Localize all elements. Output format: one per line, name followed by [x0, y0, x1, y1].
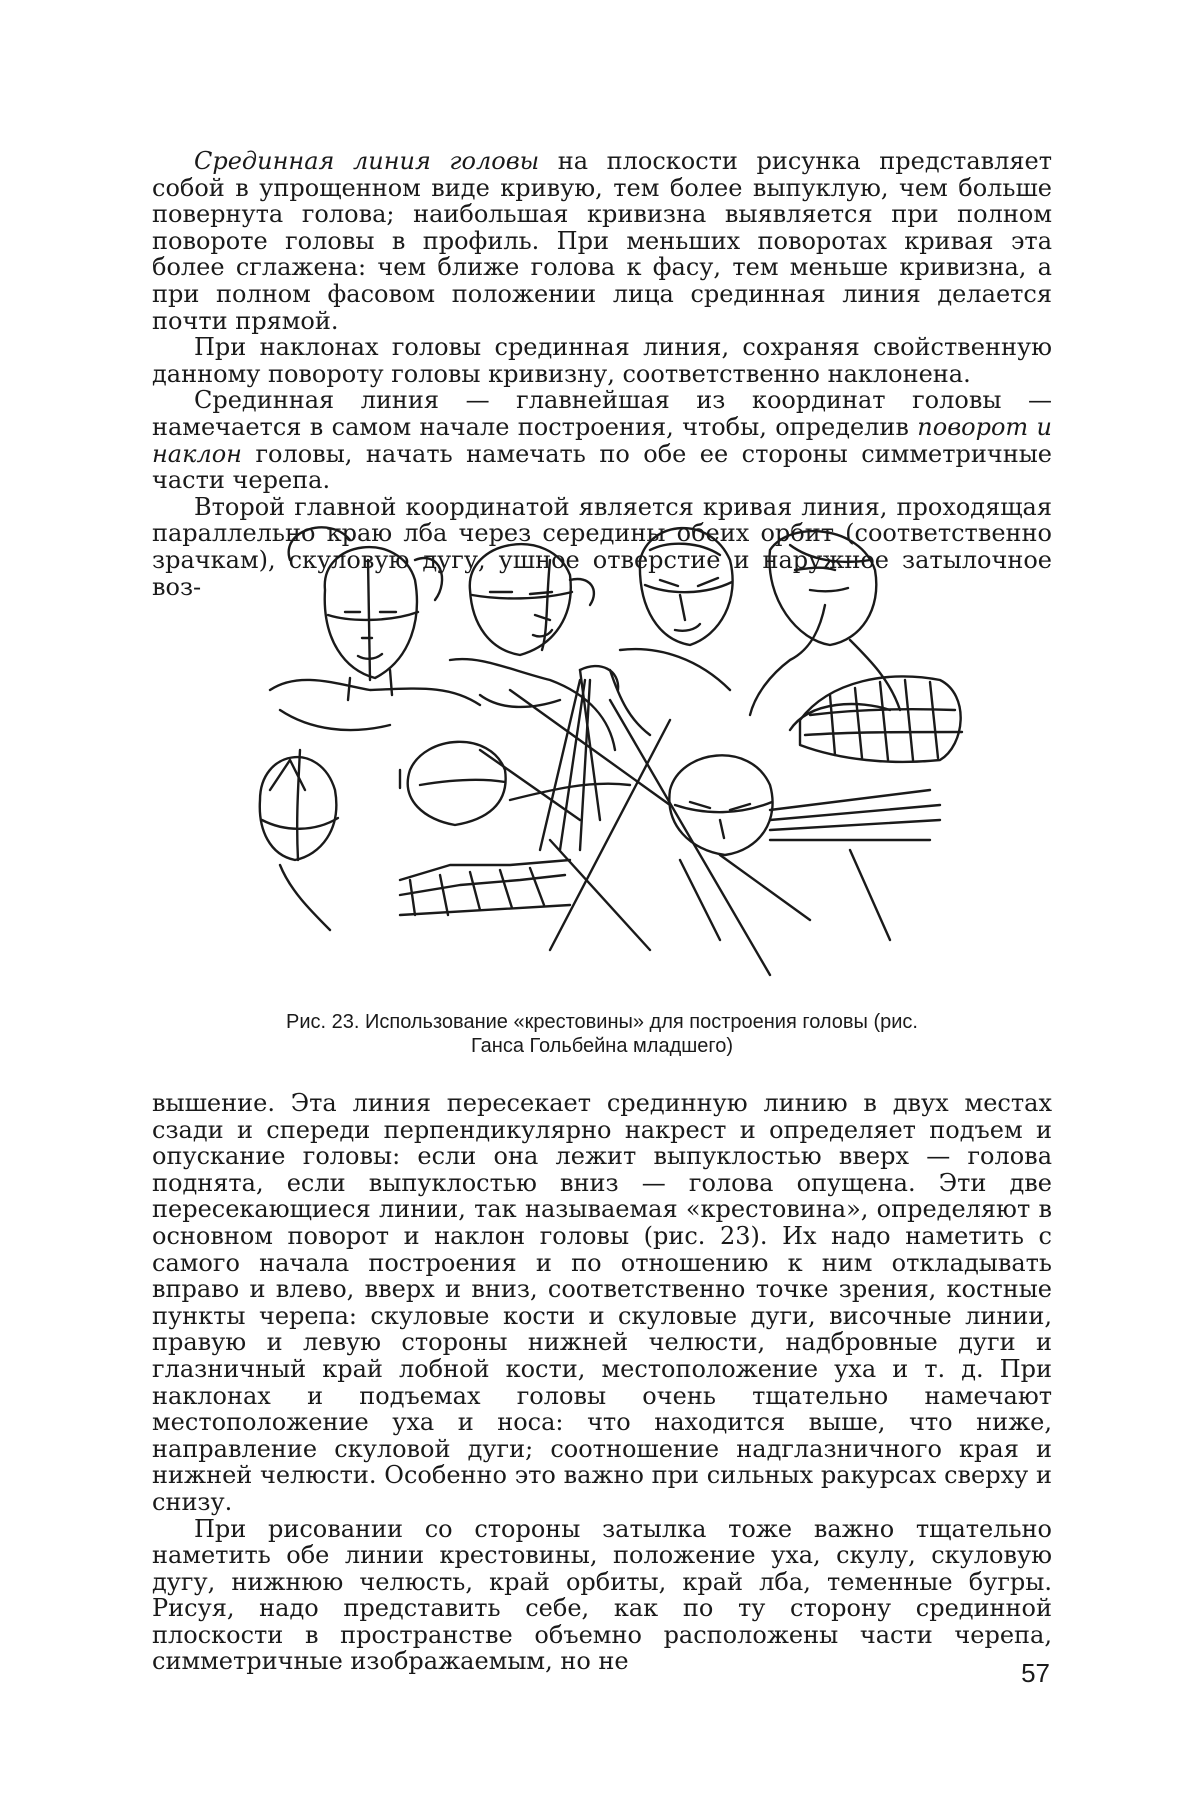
italic-term: Срединная линия головы: [194, 147, 540, 175]
sketch-crosshair-rays: [510, 670, 770, 975]
sketch-head-rear: [260, 750, 338, 930]
bottom-text-block: [152, 1090, 1052, 1675]
sketch-head-three-quarter: [450, 544, 618, 750]
caption-line-1: Рис. 23. Использование «крестовины» для построения головы (рис.: [286, 1011, 918, 1033]
sketch-head-frontal: [270, 527, 480, 790]
paragraph-4: Второй главной координатой является кривая линия, проходящая параллельно краю лба через середины обеих орбит (соответственно зрачкам), скуловую дугу, ушное отверстие и наружное затылочное воз-: [152, 492, 1052, 601]
figure-head-sketches: [250, 520, 970, 996]
sketch-head-tilted-up: [750, 531, 900, 715]
italic-term: поворот и наклон: [152, 412, 1052, 468]
caption-line-2: Ганса Гольбейна младшего): [470, 1035, 734, 1057]
sketch-head-tilted-down: [610, 528, 733, 735]
paragraph-5: вышение. Эта линия пересекает срединную линию в двух местах сзади и спереди перпендикулярно накрест и определяет подъем и опускание головы: если она лежит выпуклостью вверх — голова поднята, если выпуклостью вниз — голова опущена. Эти две пересекающиеся линии, так называемая «крестовина», определяют в основном поворот и наклон головы (рис. 23). Их надо наметить с самого начала построения и по отношению к ним откладывать вправо и влево, вверх и вниз, соответственно точке зрения, костные пункты черепа: скуловые кости и скуловые дуги, височные линии, правую и левую стороны нижней челюсти, надбровные дуги и глазничный край лобной кости, местоположение уха и т. д. При наклонах и подъемах головы очень тщательно намечают местоположение уха и носа: что находится выше, что ниже, направление скуловой дуги; соотношение надглазничного края и нижней челюсти. Особенно это важно при сильных ракурсах сверху и снизу.: [152, 1089, 1052, 1516]
paragraph-text: на плоскости рисунка представляет собой в упрощенном виде кривую, тем более выпуклую, чем больше повернута голова; наибольшая кривизна выявляется при полном повороте головы в профиль. При меньших поворотах кривая эта более сглажена: чем ближе голова к фасу, тем меньше кривизна, а при полном фасовом положении лица срединная линия делается почти прямой.: [152, 147, 1053, 335]
page-number: 57: [1021, 1658, 1050, 1688]
paragraph-text: Срединная линия — главнейшая из координат головы — намечается в самом начале построения, чтобы, определив: [152, 386, 1052, 441]
paragraph-2: При наклонах головы срединная линия, сохраняя свойственную данному повороту головы кривизну, соответственно наклонена.: [152, 333, 1052, 388]
sketch-head-foreshortened: [669, 704, 940, 940]
sketch-illustration: [250, 520, 970, 996]
sketch-head-cylinder: [800, 676, 962, 761]
paragraph-6: При рисовании со стороны затылка тоже важно тщательно наметить обе линии крестовины, положение уха, скулу, скуловую дугу, нижнюю челюсть, край орбиты, край лба, теменные бугры. Рисуя, надо представить себе, как по ту сторону срединной плоскости в пространстве объемно расположены части черепа, симметричные изображаемым, но не: [152, 1514, 1052, 1676]
paragraph-3: [152, 387, 1052, 493]
paragraph-1: [152, 148, 1052, 334]
paragraph-text: головы, начать намечать по обе ее стороны симметричные части черепа.: [152, 439, 1052, 495]
figure-caption: [152, 1010, 1052, 1058]
